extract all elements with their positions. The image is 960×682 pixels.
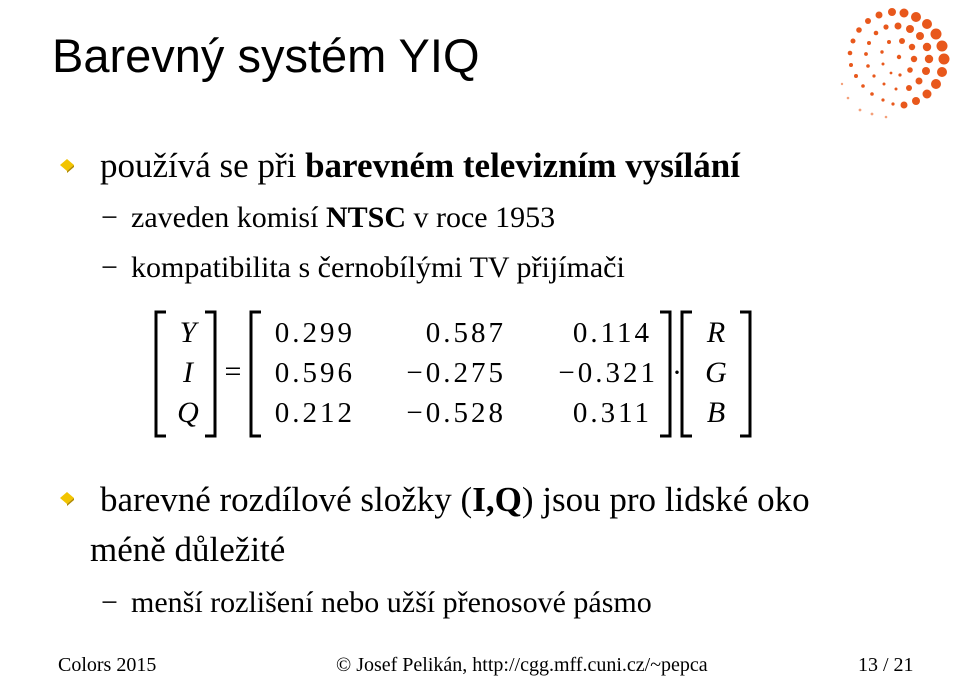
footer-center: © Josef Pelikán, http://cgg.mff.cuni.cz/~pepca bbox=[336, 654, 708, 676]
matrix-cell: 0.311 bbox=[572, 397, 652, 429]
matrix-cell: −0.321 bbox=[558, 357, 658, 389]
bullet-2-continuation: méně důležité bbox=[90, 530, 286, 569]
vec-right-0: R bbox=[706, 316, 726, 349]
bullet-1-pre: používá se při bbox=[100, 146, 306, 185]
dash-icon: − bbox=[101, 586, 118, 619]
vec-left-1: I bbox=[183, 356, 193, 389]
sub-1-1-post: v roce 1953 bbox=[405, 201, 556, 234]
sub-1-1-pre: zaveden komisí bbox=[131, 201, 326, 234]
bullet-icon bbox=[58, 156, 76, 174]
sub-bullet-1-1 bbox=[131, 201, 555, 235]
yiq-matrix-equation bbox=[150, 306, 780, 442]
sub-1-1-bold: NTSC bbox=[325, 201, 406, 234]
matrix-cell: 0.299 bbox=[274, 317, 355, 349]
slide-title: Barevný systém YIQ bbox=[52, 29, 480, 82]
sub-bullet-2-1: menší rozlišení nebo užší přenosové pásmo bbox=[131, 586, 652, 619]
matrix-cell: 0.596 bbox=[274, 357, 355, 389]
dot-operator: · bbox=[672, 356, 682, 389]
bullet-1-bold: barevném televizním vysílání bbox=[305, 146, 740, 185]
matrix-cell: 0.114 bbox=[572, 317, 652, 349]
sub-bullet-1-2: kompatibilita s černobílými TV přijímači bbox=[131, 251, 625, 284]
vec-right-2: B bbox=[706, 396, 726, 429]
bullet-2-text bbox=[100, 480, 810, 520]
bullet-2-pre: barevné rozdílové složky ( bbox=[100, 480, 473, 519]
matrix-cell: 0.587 bbox=[425, 317, 506, 349]
bullet-1-text bbox=[100, 146, 740, 186]
dash-icon: − bbox=[101, 251, 118, 284]
vec-left-0: Y bbox=[179, 316, 197, 349]
footer-left: Colors 2015 bbox=[58, 654, 157, 676]
bullet-2-bold: I,Q bbox=[472, 480, 522, 519]
equals-sign: = bbox=[224, 355, 242, 388]
vec-right-1: G bbox=[705, 356, 727, 389]
bullet-icon bbox=[58, 489, 76, 507]
matrix-cell: 0.212 bbox=[274, 397, 355, 429]
university-logo bbox=[832, 2, 956, 130]
matrix-cell: −0.528 bbox=[406, 397, 506, 429]
dash-icon: − bbox=[101, 201, 118, 234]
footer-page-number: 13 / 21 bbox=[858, 654, 914, 676]
bullet-2-post: ) jsou pro lidské oko bbox=[521, 480, 810, 519]
vec-left-2: Q bbox=[177, 396, 199, 429]
matrix-cell: −0.275 bbox=[406, 357, 506, 389]
